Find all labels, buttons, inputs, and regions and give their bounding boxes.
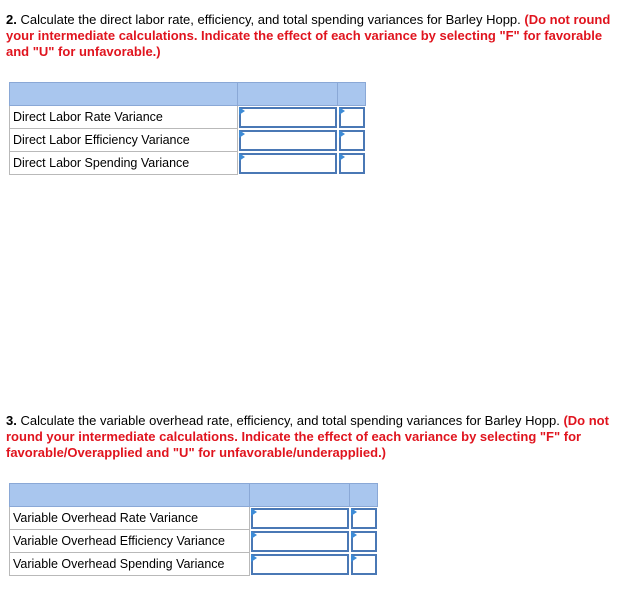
dropdown-indicator-icon: [251, 531, 257, 539]
row-label: Variable Overhead Rate Variance: [10, 507, 250, 530]
table-row: [10, 553, 378, 576]
row-label: Direct Labor Efficiency Variance: [10, 129, 238, 152]
dropdown-indicator-icon: [251, 554, 257, 562]
amount-input[interactable]: [250, 530, 350, 553]
question-3-instruction: (Do not round your intermediate calculations. Indicate the effect of each variance by selecting "F" for favorable/Overapplied and "U" for unfavorable/underapplied.): [6, 413, 609, 460]
dropdown-indicator-icon: [339, 153, 345, 161]
question-2-instruction: (Do not round your intermediate calculations. Indicate the effect of each variance by selecting "F" for favorable and "U" for unfavorable.): [6, 12, 611, 59]
dropdown-indicator-icon: [339, 107, 345, 115]
effect-select[interactable]: [338, 129, 366, 152]
amount-input[interactable]: [238, 129, 338, 152]
dropdown-indicator-icon: [239, 153, 245, 161]
dropdown-indicator-icon: [351, 531, 357, 539]
question-2-text: Calculate the direct labor rate, efficiency, and total spending variances for Barley Hopp.: [20, 12, 521, 27]
dropdown-indicator-icon: [351, 554, 357, 562]
table-row: [10, 152, 366, 175]
row-label: Direct Labor Spending Variance: [10, 152, 238, 175]
effect-select[interactable]: [350, 530, 378, 553]
dropdown-indicator-icon: [339, 130, 345, 138]
question-3-number: 3.: [6, 413, 17, 428]
table-row: [10, 106, 366, 129]
question-3: [6, 413, 616, 461]
amount-input[interactable]: [238, 106, 338, 129]
dropdown-indicator-icon: [239, 107, 245, 115]
table-header-row: [10, 484, 378, 507]
direct-labor-variance-table: [9, 82, 366, 175]
question-2-number: 2.: [6, 12, 17, 27]
dropdown-indicator-icon: [239, 130, 245, 138]
row-label: Variable Overhead Spending Variance: [10, 553, 250, 576]
effect-select[interactable]: [338, 106, 366, 129]
question-3-text: Calculate the variable overhead rate, efficiency, and total spending variances for Barley Hopp.: [20, 413, 560, 428]
variable-overhead-variance-table: [9, 483, 378, 576]
table-header-row: [10, 83, 366, 106]
amount-input[interactable]: [250, 553, 350, 576]
table-row: [10, 129, 366, 152]
amount-input[interactable]: [250, 507, 350, 530]
table-row: [10, 507, 378, 530]
dropdown-indicator-icon: [351, 508, 357, 516]
dropdown-indicator-icon: [251, 508, 257, 516]
effect-select[interactable]: [338, 152, 366, 175]
table-row: [10, 530, 378, 553]
effect-select[interactable]: [350, 553, 378, 576]
effect-select[interactable]: [350, 507, 378, 530]
row-label: Direct Labor Rate Variance: [10, 106, 238, 129]
amount-input[interactable]: [238, 152, 338, 175]
row-label: Variable Overhead Efficiency Variance: [10, 530, 250, 553]
question-2: [6, 12, 616, 60]
